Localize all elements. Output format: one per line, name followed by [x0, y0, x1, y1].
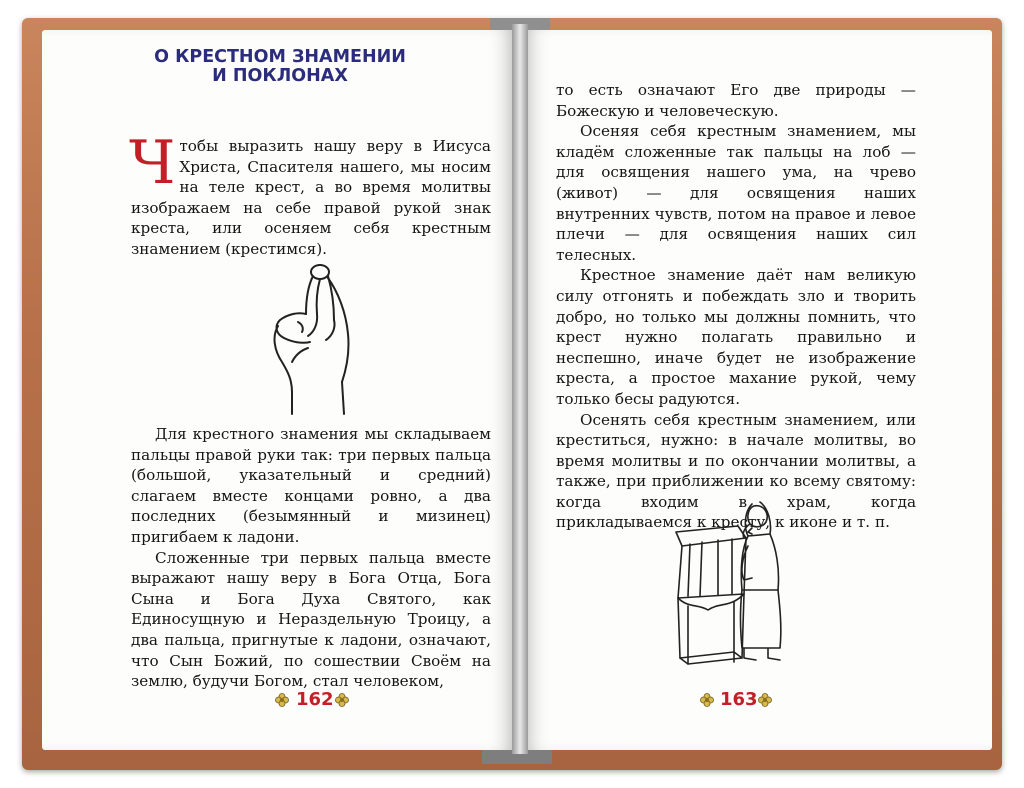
left-text-block-1 [129, 128, 491, 260]
book-spine [512, 24, 528, 754]
flower-ornament-icon [758, 693, 772, 707]
drop-cap: Ч [129, 128, 176, 198]
chapter-title [130, 48, 430, 86]
right-paragraph-1: то есть означают Его две природы — Божескую и человеческую. [556, 81, 916, 120]
flower-ornament-icon [700, 693, 714, 707]
left-text-block-2 [131, 424, 491, 692]
praying-woman-illustration [668, 498, 798, 678]
hand-gesture-illustration [262, 262, 372, 420]
page-number-left: 162 [296, 689, 334, 710]
flower-ornament-icon [335, 693, 349, 707]
chapter-title-line1: О КРЕСТНОМ ЗНАМЕНИИ [154, 47, 406, 67]
page-number-right: 163 [720, 689, 758, 710]
right-paragraph-2: Осеняя себя крестным знамением, мы кладём сложенные так пальцы на лоб — для освящения нашего ума, на чрево (живот) — для освящения наших внутренних чувств, потом на правое и левое плечи — для освящения наших сил телесных. [556, 122, 916, 264]
flower-ornament-icon [275, 693, 289, 707]
left-paragraph-3: Сложенные три первых пальца вместе выражают нашу веру в Бога Отца, Бога Сына и Бога Духа Святого, как Единосущную и Нераздельную Троицу, а два пальца, пригнутые к ладони, означают, что Сын Божий, по сошествии Своём на землю, будучи Богом, стал человеком, [131, 548, 491, 691]
left-paragraph-2: Для крестного знамения мы складываем пальцы правой руки так: три первых пальца (большой, указательный и средний) слагаем вместе концами ровно, а два последних (безымянный и мизинец) пригибаем к ладони. [131, 425, 491, 546]
chapter-title-line2: И ПОКЛОНАХ [212, 66, 348, 86]
left-paragraph-1 [129, 128, 491, 260]
right-text-block [556, 80, 916, 533]
right-paragraph-3: Крестное знамение даёт нам великую силу отгонять и побеждать зло и творить добро, но только мы должны помнить, что крест нужно полагать правильно и неспешно, иначе будет не изображение креста, а простое махание рукой, чему только бесы радуются. [556, 266, 916, 408]
right-paragraph-4: Осенять себя крестным знамением, или креститься, нужно: в начале молитвы, во время молитвы и по окончании молитвы, а также, при приближении ко всему святому: когда входим в храм, когда прикладываемся к кресту, к иконе и т. п. [556, 410, 916, 532]
left-paragraph-1-text: тобы выразить нашу веру в Иисуса Христа, Спасителя нашего, мы носим на теле крест, а во время молитвы изображаем на себе правой рукой знак креста, или осеняем себя крестным знамением (крестимся). [131, 137, 491, 258]
